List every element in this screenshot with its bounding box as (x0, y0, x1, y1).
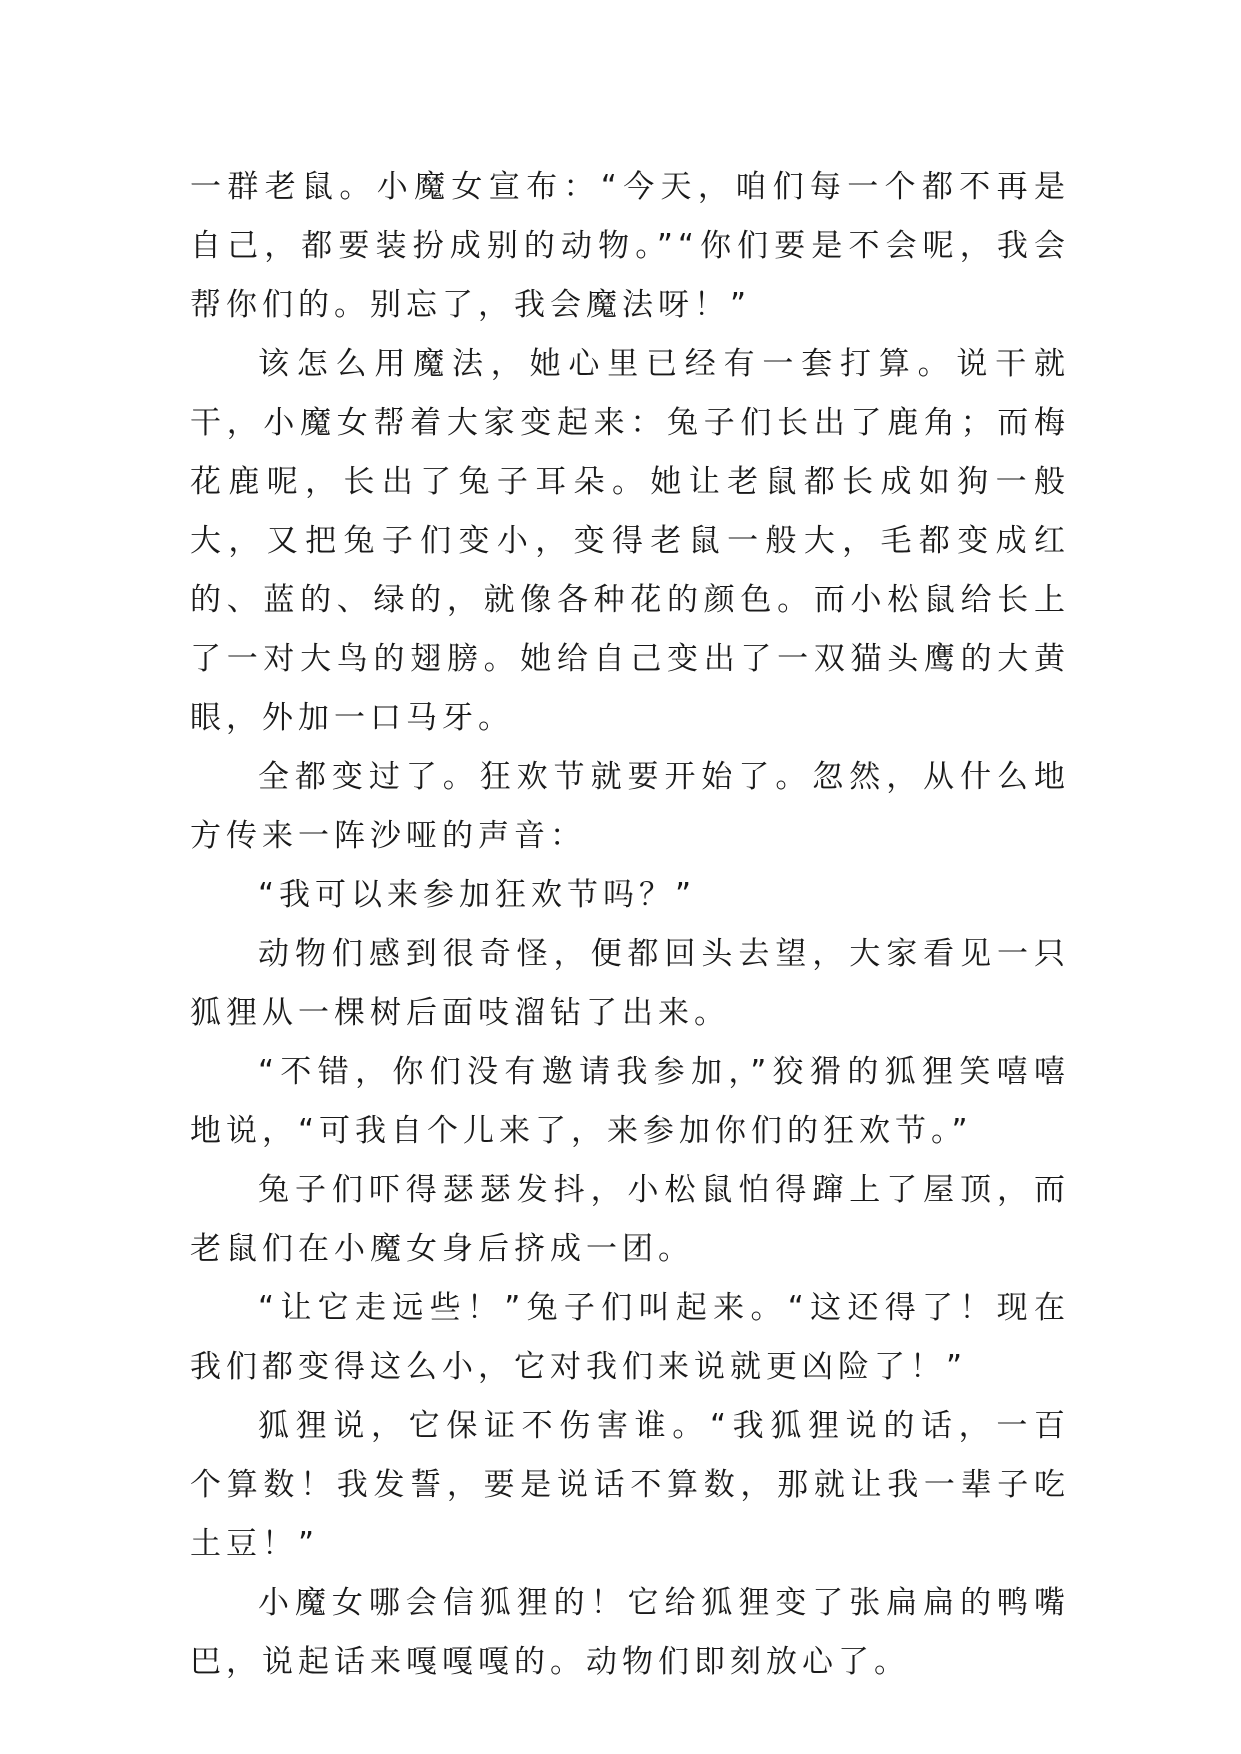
paragraph-2: 该怎么用魔法，她心里已经有一套打算。说干就干，小魔女帮着大家变起来：兔子们长出了鹿角；而梅花鹿呢，长出了兔子耳朵。她让老鼠都长成如狗一般大，又把兔子们变小，变得老鼠一般大，毛都变成红的、蓝的、绿的，就像各种花的颜色。而小松鼠给长上了一对大鸟的翅膀。她给自己变出了一双猫头鹰的大黄眼，外加一口马牙。 (190, 346, 1070, 736)
paragraph-4: “我可以来参加狂欢节吗？” (258, 877, 697, 913)
paragraph-1: 一群老鼠。小魔女宣布：“今天，咱们每一个都不再是自己，都要装扮成别的动物。”“你们要是不会呢，我会帮你们的。别忘了，我会魔法呀！” (190, 169, 1070, 323)
paragraph-10: 小魔女哪会信狐狸的！它给狐狸变了张扁扁的鸭嘴巴，说起话来嘎嘎嘎的。动物们即刻放心了。 (190, 1585, 1070, 1680)
paragraph-6: “不错，你们没有邀请我参加，”狡猾的狐狸笑嘻嘻地说，“可我自个儿来了，来参加你们的狂欢节。” (190, 1054, 1070, 1149)
story-text (190, 158, 1070, 1692)
paragraph-8: “让它走远些！”兔子们叫起来。“这还得了！现在我们都变得这么小，它对我们来说就更凶险了！” (190, 1290, 1070, 1385)
paragraph-7: 兔子们吓得瑟瑟发抖，小松鼠怕得蹿上了屋顶，而老鼠们在小魔女身后挤成一团。 (190, 1172, 1070, 1267)
paragraph-5: 动物们感到很奇怪，便都回头去望，大家看见一只狐狸从一棵树后面吱溜钻了出来。 (190, 936, 1070, 1031)
paragraph-9: 狐狸说，它保证不伤害谁。“我狐狸说的话，一百个算数！我发誓，要是说话不算数，那就让我一辈子吃土豆！” (190, 1408, 1070, 1562)
paragraph-3: 全都变过了。狂欢节就要开始了。忽然，从什么地方传来一阵沙哑的声音： (190, 759, 1070, 854)
